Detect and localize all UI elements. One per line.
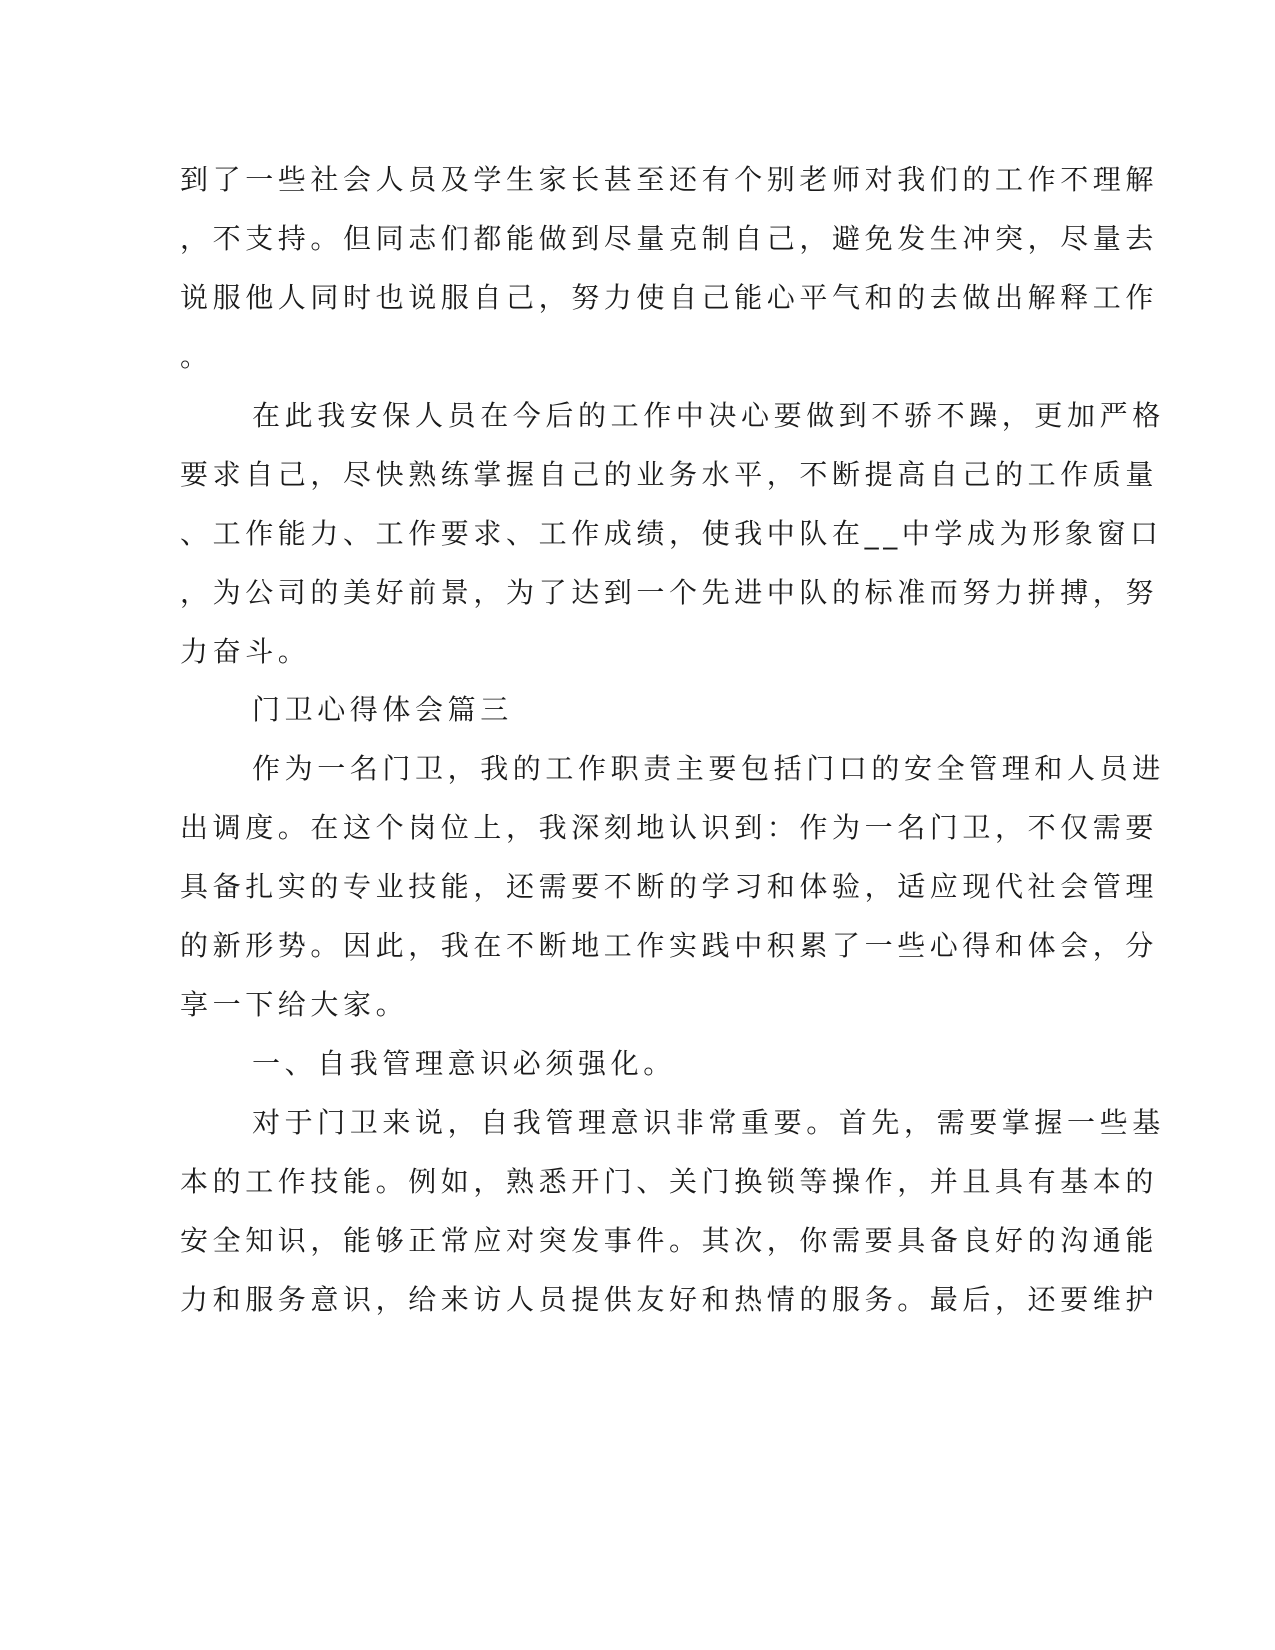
text-line: 出调度。在这个岗位上，我深刻地认识到：作为一名门卫，不仅需要	[180, 811, 1159, 844]
text-line: 。	[180, 340, 213, 373]
text-line: 、工作能力、工作要求、工作成绩，使我中队在__中学成为形象窗口	[180, 517, 1163, 550]
text-line: 作为一名门卫，我的工作职责主要包括门口的安全管理和人员进	[252, 752, 1165, 785]
text-line: 的新形势。因此，我在不断地工作实践中积累了一些心得和体会，分	[180, 929, 1159, 962]
text-line: ，为公司的美好前景，为了达到一个先进中队的标准而努力拼搏，努	[180, 576, 1159, 609]
text-line: 力和服务意识，给来访人员提供友好和热情的服务。最后，还要维护	[180, 1283, 1159, 1316]
text-line: 要求自己，尽快熟练掌握自己的业务水平，不断提高自己的工作质量	[180, 458, 1159, 491]
section-heading: 门卫心得体会篇三	[252, 693, 513, 726]
subheading: 一、自我管理意识必须强化。	[252, 1047, 676, 1080]
text-line: ，不支持。但同志们都能做到尽量克制自己，避免发生冲突，尽量去	[180, 222, 1159, 255]
text-line: 对于门卫来说，自我管理意识非常重要。首先，需要掌握一些基	[252, 1106, 1165, 1139]
text-line: 到了一些社会人员及学生家长甚至还有个别老师对我们的工作不理解	[180, 163, 1159, 196]
text-line: 本的工作技能。例如，熟悉开门、关门换锁等操作，并且具有基本的	[180, 1165, 1159, 1198]
text-line: 安全知识，能够正常应对突发事件。其次，你需要具备良好的沟通能	[180, 1224, 1159, 1257]
text-line: 力奋斗。	[180, 635, 311, 668]
text-line: 在此我安保人员在今后的工作中决心要做到不骄不躁，更加严格	[252, 399, 1165, 432]
text-line: 说服他人同时也说服自己，努力使自己能心平气和的去做出解释工作	[180, 281, 1159, 314]
text-line: 具备扎实的专业技能，还需要不断的学习和体验，适应现代社会管理	[180, 870, 1159, 903]
text-line: 享一下给大家。	[180, 988, 409, 1021]
